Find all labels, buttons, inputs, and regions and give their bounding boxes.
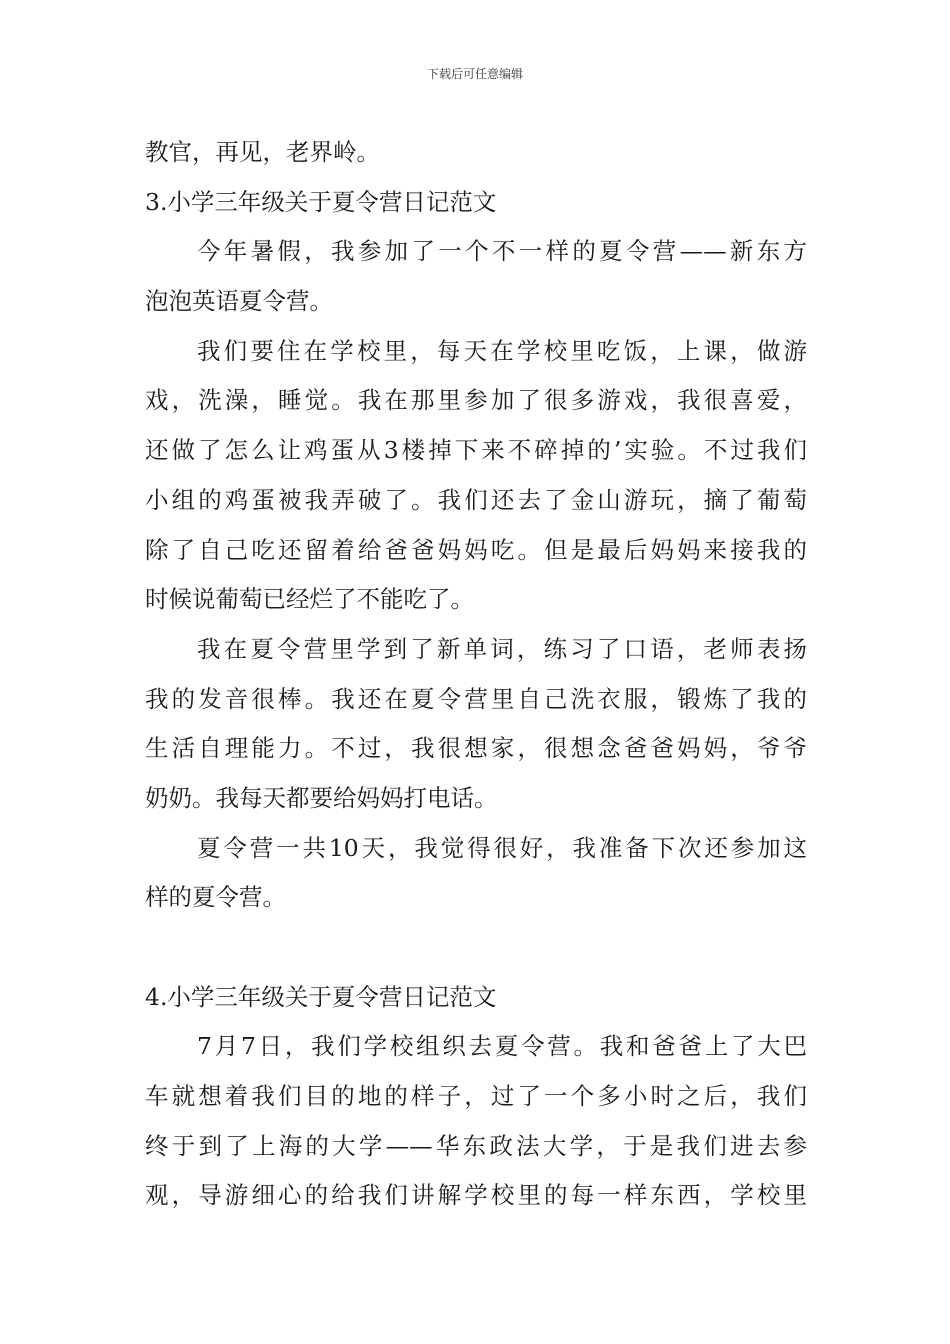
- text-line: 今年暑假，我参加了一个不一样的夏令营——新东方: [197, 237, 807, 266]
- text-line: 奶奶。我每天都要给妈妈打电话。: [145, 783, 498, 812]
- text-line: 夏令营一共10天，我觉得很好，我准备下次还参加这: [197, 833, 807, 862]
- text-line: 教官，再见，老界岭。: [145, 138, 380, 166]
- text-line: 生活自理能力。不过，我很想家，很想念爸爸妈妈，爷爷: [145, 734, 807, 763]
- blank-line: [145, 923, 807, 973]
- text-line: 还做了怎么让鸡蛋从3楼掉下来不碎掉的’实验。不过我们: [145, 436, 807, 465]
- text-line: 戏，洗澡，睡觉。我在那里参加了很多游戏，我很喜爱，: [145, 386, 807, 415]
- text-line: 泡泡英语夏令营。: [145, 287, 333, 316]
- text-line: 7月7日，我们学校组织去夏令营。我和爸爸上了大巴: [197, 1032, 807, 1061]
- section-heading-4: 4.小学三年级关于夏令营日记范文: [145, 982, 497, 1011]
- text-line: 时候说葡萄已经烂了不能吃了。: [145, 585, 474, 614]
- text-line: 车就想着我们目的地的样子，过了一个多小时之后，我们: [145, 1082, 807, 1111]
- document-body: [145, 128, 807, 1221]
- text-line: 小组的鸡蛋被我弄破了。我们还去了金山游玩，摘了葡萄: [145, 485, 807, 514]
- text-line: 我在夏令营里学到了新单词，练习了口语，老师表扬: [197, 634, 807, 663]
- section-heading-3: 3.小学三年级关于夏令营日记范文: [145, 187, 497, 216]
- text-line: 除了自己吃还留着给爸爸妈妈吃。但是最后妈妈来接我的: [145, 535, 807, 564]
- page-header-note: 下载后可任意编辑: [426, 67, 523, 81]
- text-line: 样的夏令营。: [145, 883, 286, 912]
- text-line: 观，导游细心的给我们讲解学校里的每一样东西，学校里: [145, 1181, 807, 1210]
- text-line: 终于到了上海的大学——华东政法大学，于是我们进去参: [145, 1131, 807, 1160]
- text-line: 我的发音很棒。我还在夏令营里自己洗衣服，锻炼了我的: [145, 684, 807, 713]
- text-line: 我们要住在学校里，每天在学校里吃饭，上课，做游: [197, 336, 807, 365]
